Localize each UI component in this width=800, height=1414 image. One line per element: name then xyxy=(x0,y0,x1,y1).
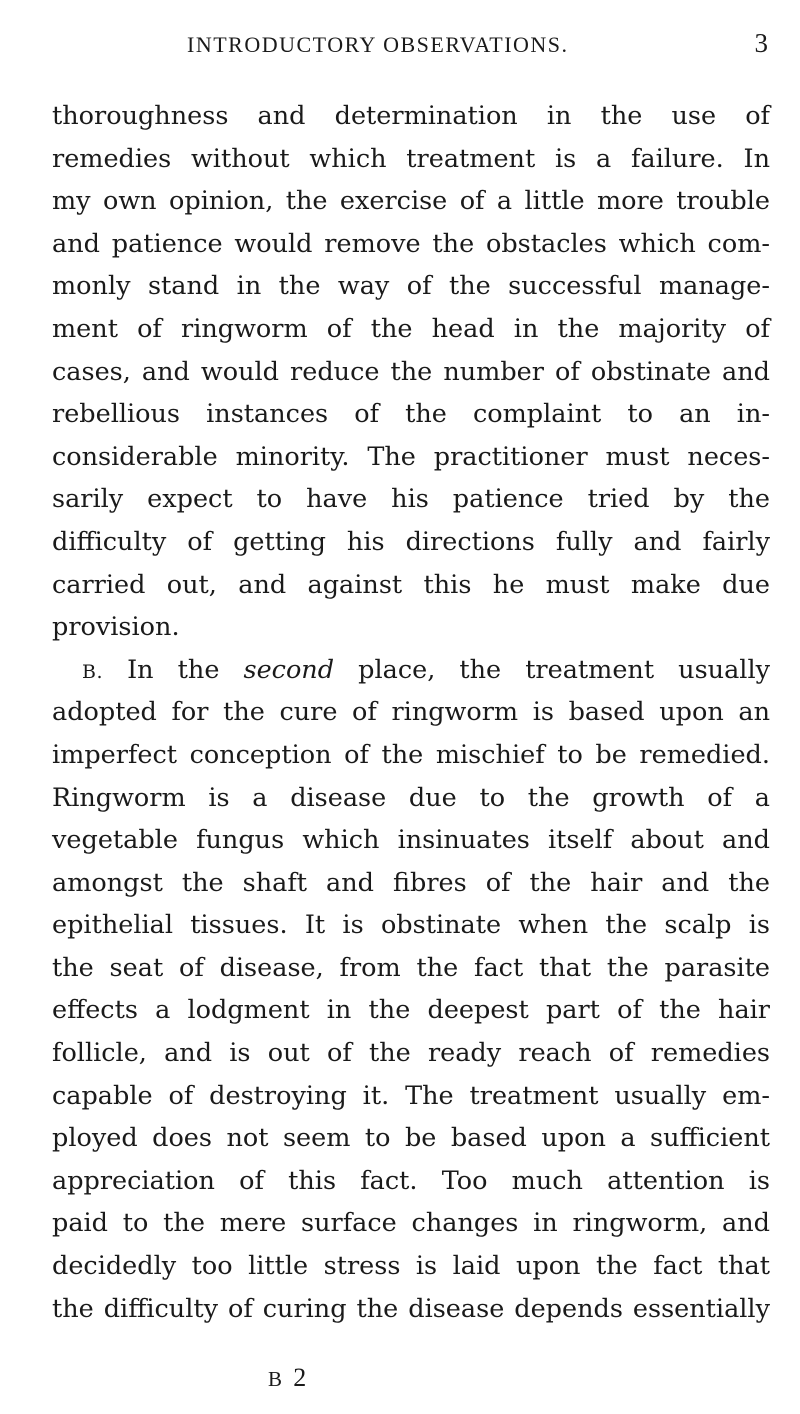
text-line: provision. xyxy=(52,612,180,643)
text-fragment: In the xyxy=(127,654,220,685)
text-line: vegetable fungus which insinuates itself about and xyxy=(52,825,770,856)
text-line: paid to the mere surface changes in ringworm, and xyxy=(52,1208,770,1239)
signature-mark xyxy=(268,1363,309,1393)
signature-number: 2 xyxy=(293,1363,310,1392)
page-number: 3 xyxy=(754,28,768,58)
text-line: Ringworm is a disease due to the growth of a xyxy=(52,782,770,813)
text-line: my own opinion, the exercise of a little more trouble xyxy=(52,186,770,217)
text-line: rebellious instances of the complaint to an in- xyxy=(52,399,770,430)
text-line: capable of destroying it. The treatment usually em- xyxy=(52,1080,770,1111)
signature-letter: B xyxy=(268,1367,286,1391)
text-line: and patience would remove the obstacles which com- xyxy=(52,228,770,259)
text-fragment: place, the treatment usually xyxy=(358,654,771,685)
text-line: monly stand in the way of the successful manage- xyxy=(52,271,770,302)
text-line: remedies without which treatment is a failure. In xyxy=(52,143,770,174)
text-line: ployed does not seem to be based upon a sufficient xyxy=(52,1123,770,1154)
text-line: follicle, and is out of the ready reach of remedies xyxy=(52,1038,770,1069)
text-line: appreciation of this fact. Too much attention is xyxy=(52,1165,770,1196)
text-line: epithelial tissues. It is obstinate when the scalp is xyxy=(52,910,770,941)
text-line: cases, and would reduce the number of obstinate and xyxy=(52,356,770,387)
text-line: sarily expect to have his patience tried by the xyxy=(52,484,770,515)
text-line: effects a lodgment in the deepest part of the hair xyxy=(52,995,770,1026)
text-line: decidedly too little stress is laid upon the fact that xyxy=(52,1251,770,1282)
text-line: amongst the shaft and fibres of the hair and the xyxy=(52,867,770,898)
running-head: INTRODUCTORY OBSERVATIONS. xyxy=(187,32,569,57)
text-line: imperfect conception of the mischief to be remedied. xyxy=(52,739,770,770)
text-line: adopted for the cure of ringworm is based upon an xyxy=(52,697,770,728)
emphasized-word: second xyxy=(243,654,335,685)
text-line: ment of ringworm of the head in the majority of xyxy=(52,313,770,344)
text-line: carried out, and against this he must make due xyxy=(52,569,770,600)
page-header xyxy=(0,28,800,72)
text-line: thoroughness and determination in the use of xyxy=(52,101,770,131)
body-text xyxy=(52,95,770,1330)
section-marker: B. xyxy=(82,660,104,683)
text-line: the difficulty of curing the disease depends essentially xyxy=(52,1293,770,1324)
text-line: considerable minority. The practitioner must neces- xyxy=(52,441,770,472)
paragraph-b-first-line xyxy=(52,649,770,692)
text-line: difficulty of getting his directions fully and fairly xyxy=(52,526,770,557)
text-line: the seat of disease, from the fact that the parasite xyxy=(52,952,770,983)
